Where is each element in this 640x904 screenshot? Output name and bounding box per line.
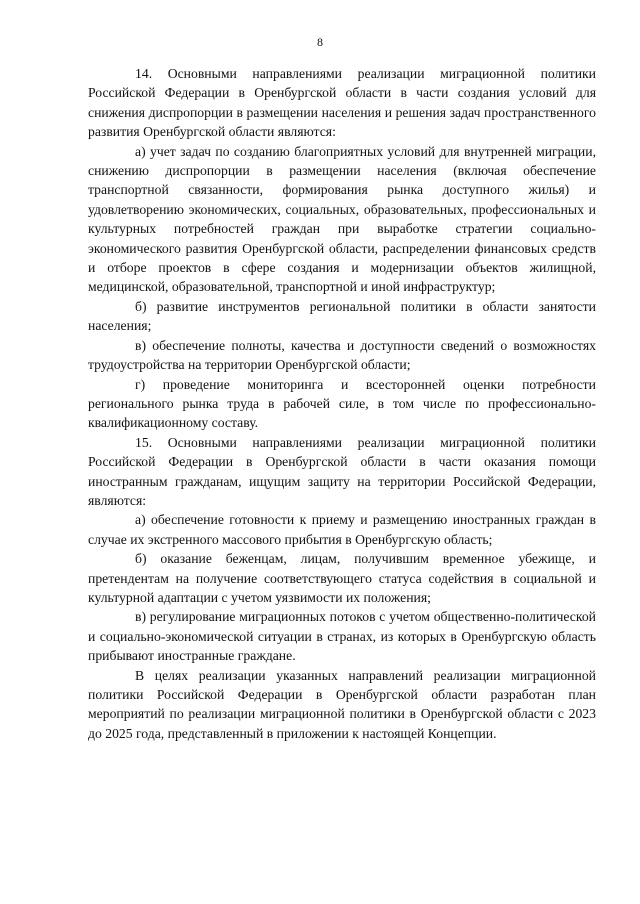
paragraph-15-b: б) оказание беженцам, лицам, получившим временное убежище, и претендентам на получение соответствующего статуса содействия в социальной и культурной адаптации с учетом уязвимости их положения; [88,551,596,605]
document-body [88,64,596,743]
paragraph-14-intro: 14. Основными направлениями реализации миграционной политики Российской Федерации в Оренбургской области в части создания условий для снижения диспропорции в размещении населения и решения задач пространственного развития Оренбургской области являются: [88,66,596,140]
paragraph-14-a: а) учет задач по созданию благоприятных условий для внутренней миграции, снижению диспропорции в размещении населения (включая обеспечение транспортной связанности, формирования рынка доступного жилья) и удовлетворению экономических, социальных, образовательных, профессиональных и культурных потребностей граждан при выработке стратегии социально-экономического развития Оренбургской области, распределении финансовых средств и отборе проектов в сфере создания и модернизации объектов жилищной, медицинской, образовательной, транспортной и иной инфраструктур; [88,143,596,295]
paragraph-15-v: в) регулирование миграционных потоков с учетом общественно-политической и социально-экономической ситуации в странах, из которых в Оренбургскую область прибывают иностранные граждане. [88,609,596,664]
paragraph-conclusion: В целях реализации указанных направлений реализации миграционной политики Российской Федерации в Оренбургской области разработан план мероприятий по реализации миграционной политики в Оренбургской области с 2023 до 2025 года, представленный в приложении к настоящей Концепции. [88,667,596,741]
paragraph-14-v: в) обеспечение полноты, качества и доступности сведений о возможностях трудоустройства на территории Оренбургской области; [88,337,596,373]
paragraph-15-intro: 15. Основными направлениями реализации миграционной политики Российской Федерации в Оренбургской области в части оказания помощи иностранным гражданам, ищущим защиту на территории Российской Федерации, являются: [88,434,596,508]
paragraph-14-g: г) проведение мониторинга и всесторонней оценки потребности регионального рынка труда в рабочей силе, в том числе по профессионально-квалификационному составу. [88,376,596,431]
paragraph-15-a: а) обеспечение готовности к приему и размещению иностранных граждан в случае их экстренного массового прибытия в Оренбургскую область; [88,512,596,547]
paragraph-14-b: б) развитие инструментов региональной политики в области занятости населения; [88,298,596,334]
page-number: 8 [317,35,323,49]
